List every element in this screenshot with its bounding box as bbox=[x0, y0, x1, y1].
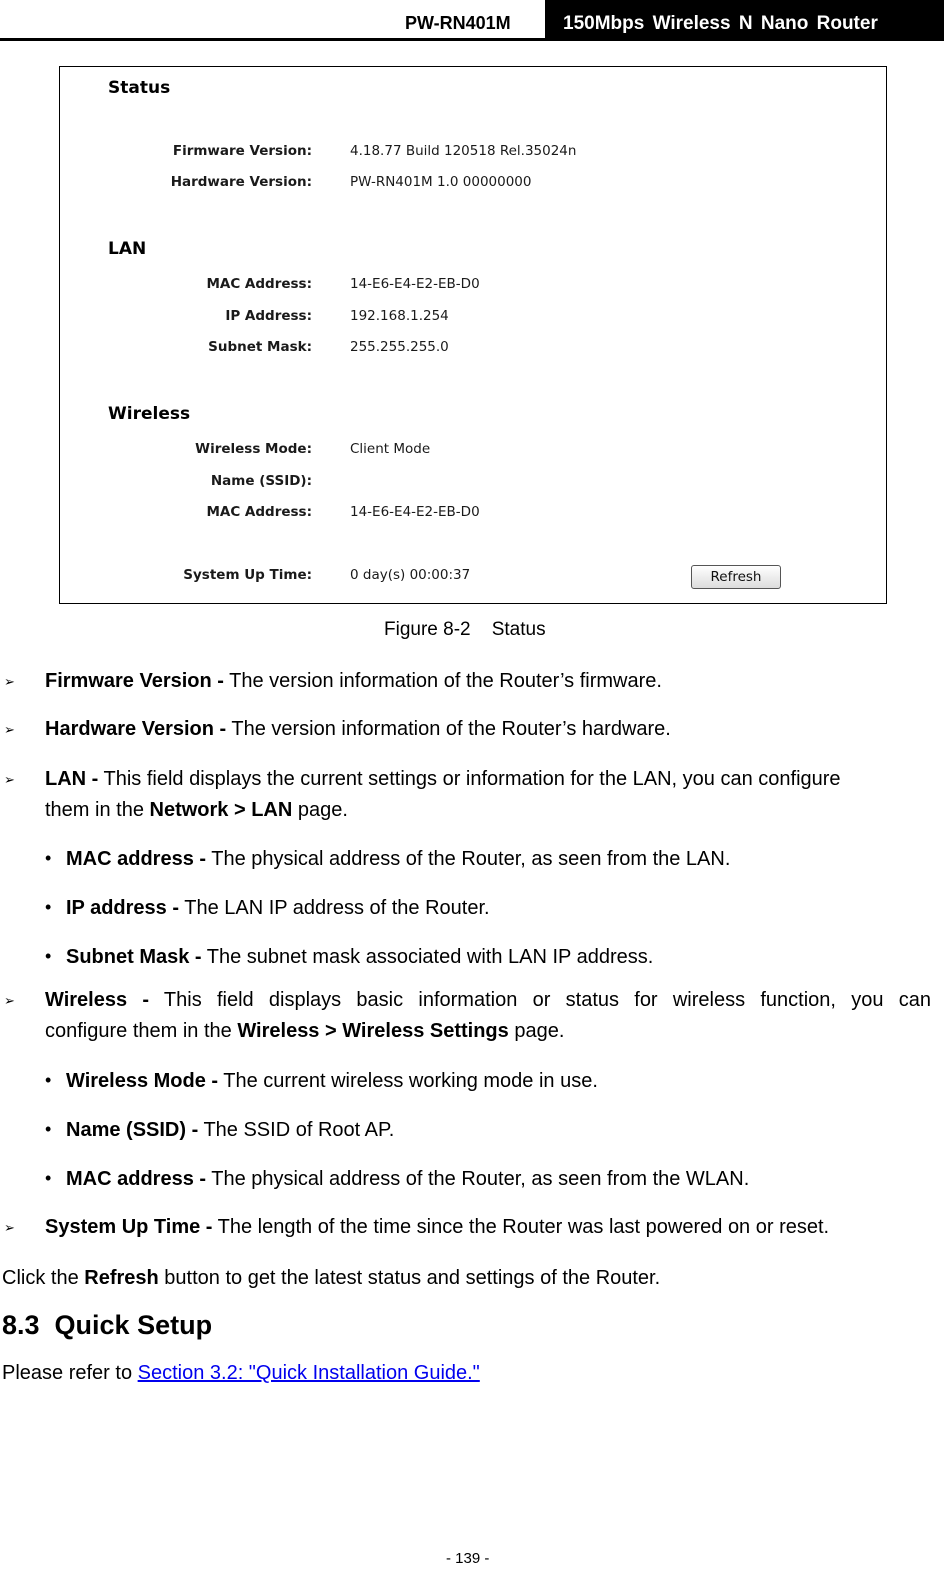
lan-mac-value: 14-E6-E4-E2-EB-D0 bbox=[350, 276, 480, 292]
wireless-mac-label: MAC Address: bbox=[206, 504, 312, 520]
status-heading: Status bbox=[108, 78, 171, 98]
uptime-label: System Up Time: bbox=[183, 567, 312, 583]
wireless-item bbox=[45, 984, 931, 1016]
section-heading: 8.3 Quick Setup bbox=[2, 1310, 213, 1340]
hardware-desc: The version information of the Router’s hardware. bbox=[226, 718, 671, 740]
wireless-mode-label: Wireless Mode: bbox=[195, 441, 312, 457]
lan-item bbox=[45, 763, 841, 795]
section-text-pre: Please refer to bbox=[2, 1362, 138, 1384]
hardware-value: PW-RN401M 1.0 00000000 bbox=[350, 174, 532, 190]
lan-mac-label: MAC Address: bbox=[206, 276, 312, 292]
bullet-icon: • bbox=[45, 1168, 52, 1188]
arrow-bullet-icon: ➢ bbox=[4, 993, 15, 1008]
hardware-term: Hardware Version - bbox=[45, 718, 227, 740]
quick-installation-guide-link[interactable]: Section 3.2: "Quick Installation Guide." bbox=[137, 1362, 480, 1384]
lan-desc-pre: them in the bbox=[45, 799, 150, 821]
lan-menu-path: Network > LAN bbox=[149, 799, 293, 821]
firmware-value: 4.18.77 Build 120518 Rel.35024n bbox=[350, 143, 577, 159]
wireless-desc: This field displays basic information or status for wireless function, you can bbox=[149, 989, 931, 1011]
arrow-bullet-icon: ➢ bbox=[4, 1220, 15, 1235]
section-text bbox=[2, 1357, 480, 1389]
page-number: - 139 - bbox=[446, 1550, 490, 1567]
refresh-note-pre: Click the bbox=[2, 1267, 85, 1289]
mode-subitem bbox=[66, 1065, 598, 1097]
lan-term: LAN - bbox=[45, 768, 99, 790]
bullet-icon: • bbox=[45, 946, 52, 966]
wireless-menu-path: Wireless > Wireless Settings bbox=[237, 1020, 509, 1042]
figure-caption: Figure 8-2 Status bbox=[384, 619, 546, 640]
subnet-term: Subnet Mask - bbox=[66, 946, 202, 968]
arrow-bullet-icon: ➢ bbox=[4, 722, 15, 737]
mode-desc: The current wireless working mode in use. bbox=[218, 1070, 598, 1092]
lan-heading: LAN bbox=[108, 239, 147, 259]
mac-desc: The physical address of the Router, as seen from the LAN. bbox=[206, 848, 731, 870]
hardware-item bbox=[45, 713, 671, 745]
header-model: PW-RN401M bbox=[405, 13, 511, 33]
lan-item-line2 bbox=[45, 794, 348, 826]
firmware-label: Firmware Version: bbox=[172, 143, 312, 159]
ip-desc: The LAN IP address of the Router. bbox=[179, 897, 490, 919]
hardware-label: Hardware Version: bbox=[170, 174, 312, 190]
header-title: 150Mbps Wireless N Nano Router bbox=[563, 13, 878, 34]
wireless-term: Wireless - bbox=[45, 989, 150, 1011]
firmware-item bbox=[45, 665, 662, 697]
wireless-heading: Wireless bbox=[108, 404, 191, 424]
ip-value: 192.168.1.254 bbox=[350, 308, 449, 324]
mac-subitem bbox=[66, 843, 730, 875]
subnet-subitem bbox=[66, 941, 653, 973]
uptime-term: System Up Time - bbox=[45, 1216, 213, 1238]
wireless-desc-pre: configure them in the bbox=[45, 1020, 238, 1042]
refresh-note-term: Refresh bbox=[84, 1267, 159, 1289]
arrow-bullet-icon: ➢ bbox=[4, 674, 15, 689]
firmware-term: Firmware Version - bbox=[45, 670, 224, 692]
ip-label: IP Address: bbox=[225, 308, 312, 324]
ip-subitem bbox=[66, 892, 490, 924]
wireless-mac-value: 14-E6-E4-E2-EB-D0 bbox=[350, 504, 480, 520]
arrow-bullet-icon: ➢ bbox=[4, 772, 15, 787]
mac-term: MAC address - bbox=[66, 848, 207, 870]
bullet-icon: • bbox=[45, 848, 52, 868]
ssid-label: Name (SSID): bbox=[210, 473, 312, 489]
ssid-term: Name (SSID) - bbox=[66, 1119, 199, 1141]
subnet-label: Subnet Mask: bbox=[208, 339, 312, 355]
firmware-desc: The version information of the Router’s firmware. bbox=[223, 670, 662, 692]
wlmac-subitem bbox=[66, 1163, 749, 1195]
mode-term: Wireless Mode - bbox=[66, 1070, 219, 1092]
status-screenshot bbox=[59, 66, 887, 604]
wlmac-term: MAC address - bbox=[66, 1168, 207, 1190]
bullet-icon: • bbox=[45, 1070, 52, 1090]
subnet-value: 255.255.255.0 bbox=[350, 339, 449, 355]
ip-term: IP address - bbox=[66, 897, 180, 919]
wireless-item-line2 bbox=[45, 1015, 564, 1047]
uptime-value: 0 day(s) 00:00:37 bbox=[350, 567, 471, 583]
wireless-mode-value: Client Mode bbox=[350, 441, 431, 457]
wireless-desc-post: page. bbox=[508, 1020, 565, 1042]
bullet-icon: • bbox=[45, 1119, 52, 1139]
uptime-item bbox=[45, 1211, 829, 1243]
refresh-note-post: button to get the latest status and settings of the Router. bbox=[158, 1267, 661, 1289]
subnet-desc: The subnet mask associated with LAN IP address. bbox=[201, 946, 654, 968]
lan-desc-post: page. bbox=[292, 799, 348, 821]
refresh-button[interactable]: Refresh bbox=[691, 565, 781, 589]
lan-desc: This field displays the current settings or information for the LAN, you can configure bbox=[98, 768, 841, 790]
ssid-desc: The SSID of Root AP. bbox=[198, 1119, 395, 1141]
header-rule bbox=[0, 38, 944, 41]
uptime-desc: The length of the time since the Router was last powered on or reset. bbox=[212, 1216, 830, 1238]
bullet-icon: • bbox=[45, 897, 52, 917]
wlmac-desc: The physical address of the Router, as seen from the WLAN. bbox=[206, 1168, 750, 1190]
ssid-subitem bbox=[66, 1114, 394, 1146]
page-header bbox=[0, 0, 944, 41]
refresh-note bbox=[2, 1262, 660, 1294]
